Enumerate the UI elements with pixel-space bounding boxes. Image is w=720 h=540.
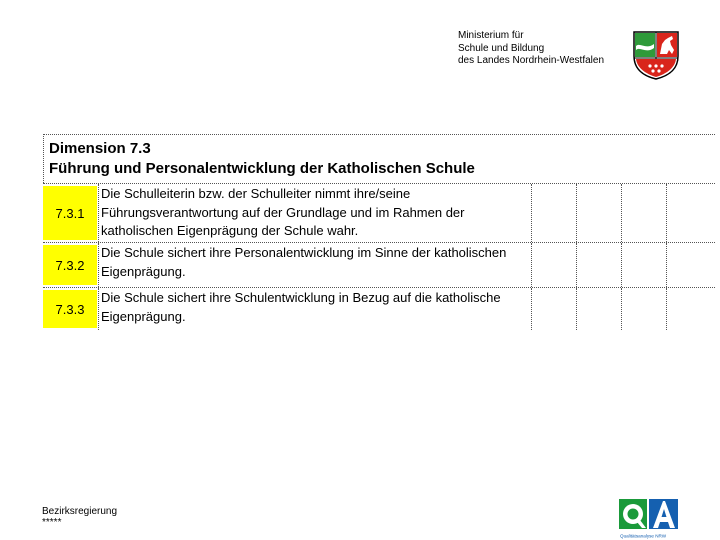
- column-divider: [98, 243, 99, 287]
- column-divider: [531, 243, 532, 287]
- column-divider: [98, 288, 99, 330]
- criterion-text: [101, 289, 521, 326]
- qualitaetsanalyse-nrw-logo-icon: [618, 498, 680, 540]
- criterion-text: [101, 185, 521, 241]
- ministry-name: [458, 30, 604, 68]
- criterion-text: [101, 244, 521, 281]
- dimension-title: [49, 139, 475, 179]
- table-row-7-3-3: [43, 287, 715, 330]
- criterion-text-line: Die Schulleiterin bzw. der Schulleiter nimmt ihre/seine: [101, 186, 411, 201]
- column-divider: [531, 184, 532, 242]
- criterion-number: 7.3.2: [43, 245, 97, 285]
- column-divider: [621, 243, 622, 287]
- nrw-coat-of-arms-icon: [632, 30, 680, 80]
- criterion-text-line: Die Schule sichert ihre Schulentwicklung in Bezug auf die katholische: [101, 290, 501, 305]
- dimension-subtitle: Führung und Personalentwicklung der Katholischen Schule: [49, 160, 475, 177]
- criterion-text-line: Führungsverantwortung auf der Grundlage und im Rahmen der: [101, 204, 465, 220]
- column-divider: [576, 184, 577, 242]
- criterion-number: 7.3.1: [43, 186, 97, 240]
- dimension-header: [43, 134, 715, 183]
- column-divider: [98, 184, 99, 242]
- table-row-7-3-1: [43, 183, 715, 242]
- criterion-text-line: Eigenprägung.: [101, 308, 186, 324]
- column-divider: [666, 288, 667, 330]
- column-divider: [576, 243, 577, 287]
- criterion-text-line: Die Schule sichert ihre Personalentwicklung im Sinne der katholischen: [101, 245, 507, 260]
- footer-authority: Bezirksregierung: [42, 506, 118, 517]
- column-divider: [666, 184, 667, 242]
- dimension-number: Dimension 7.3: [49, 140, 151, 157]
- footer: [42, 506, 117, 528]
- column-divider: [576, 288, 577, 330]
- footer-placeholder: *****: [42, 517, 62, 528]
- criterion-text-line: Eigenprägung.: [101, 263, 186, 279]
- ministry-line-2: Schule und Bildung: [458, 42, 545, 54]
- column-divider: [621, 184, 622, 242]
- criterion-text-line: katholischen Eigenprägung der Schule wahr.: [101, 223, 359, 238]
- table-row-7-3-2: [43, 242, 715, 287]
- column-divider: [531, 288, 532, 330]
- criterion-number: 7.3.3: [43, 290, 97, 328]
- column-divider: [666, 243, 667, 287]
- ministry-line-1: Ministerium für: [458, 30, 524, 41]
- ministry-line-3: des Landes Nordrhein-Westfalen: [458, 55, 605, 66]
- qa-caption: Qualitätsanalyse NRW: [620, 533, 667, 539]
- column-divider: [621, 288, 622, 330]
- criteria-table: [43, 134, 715, 330]
